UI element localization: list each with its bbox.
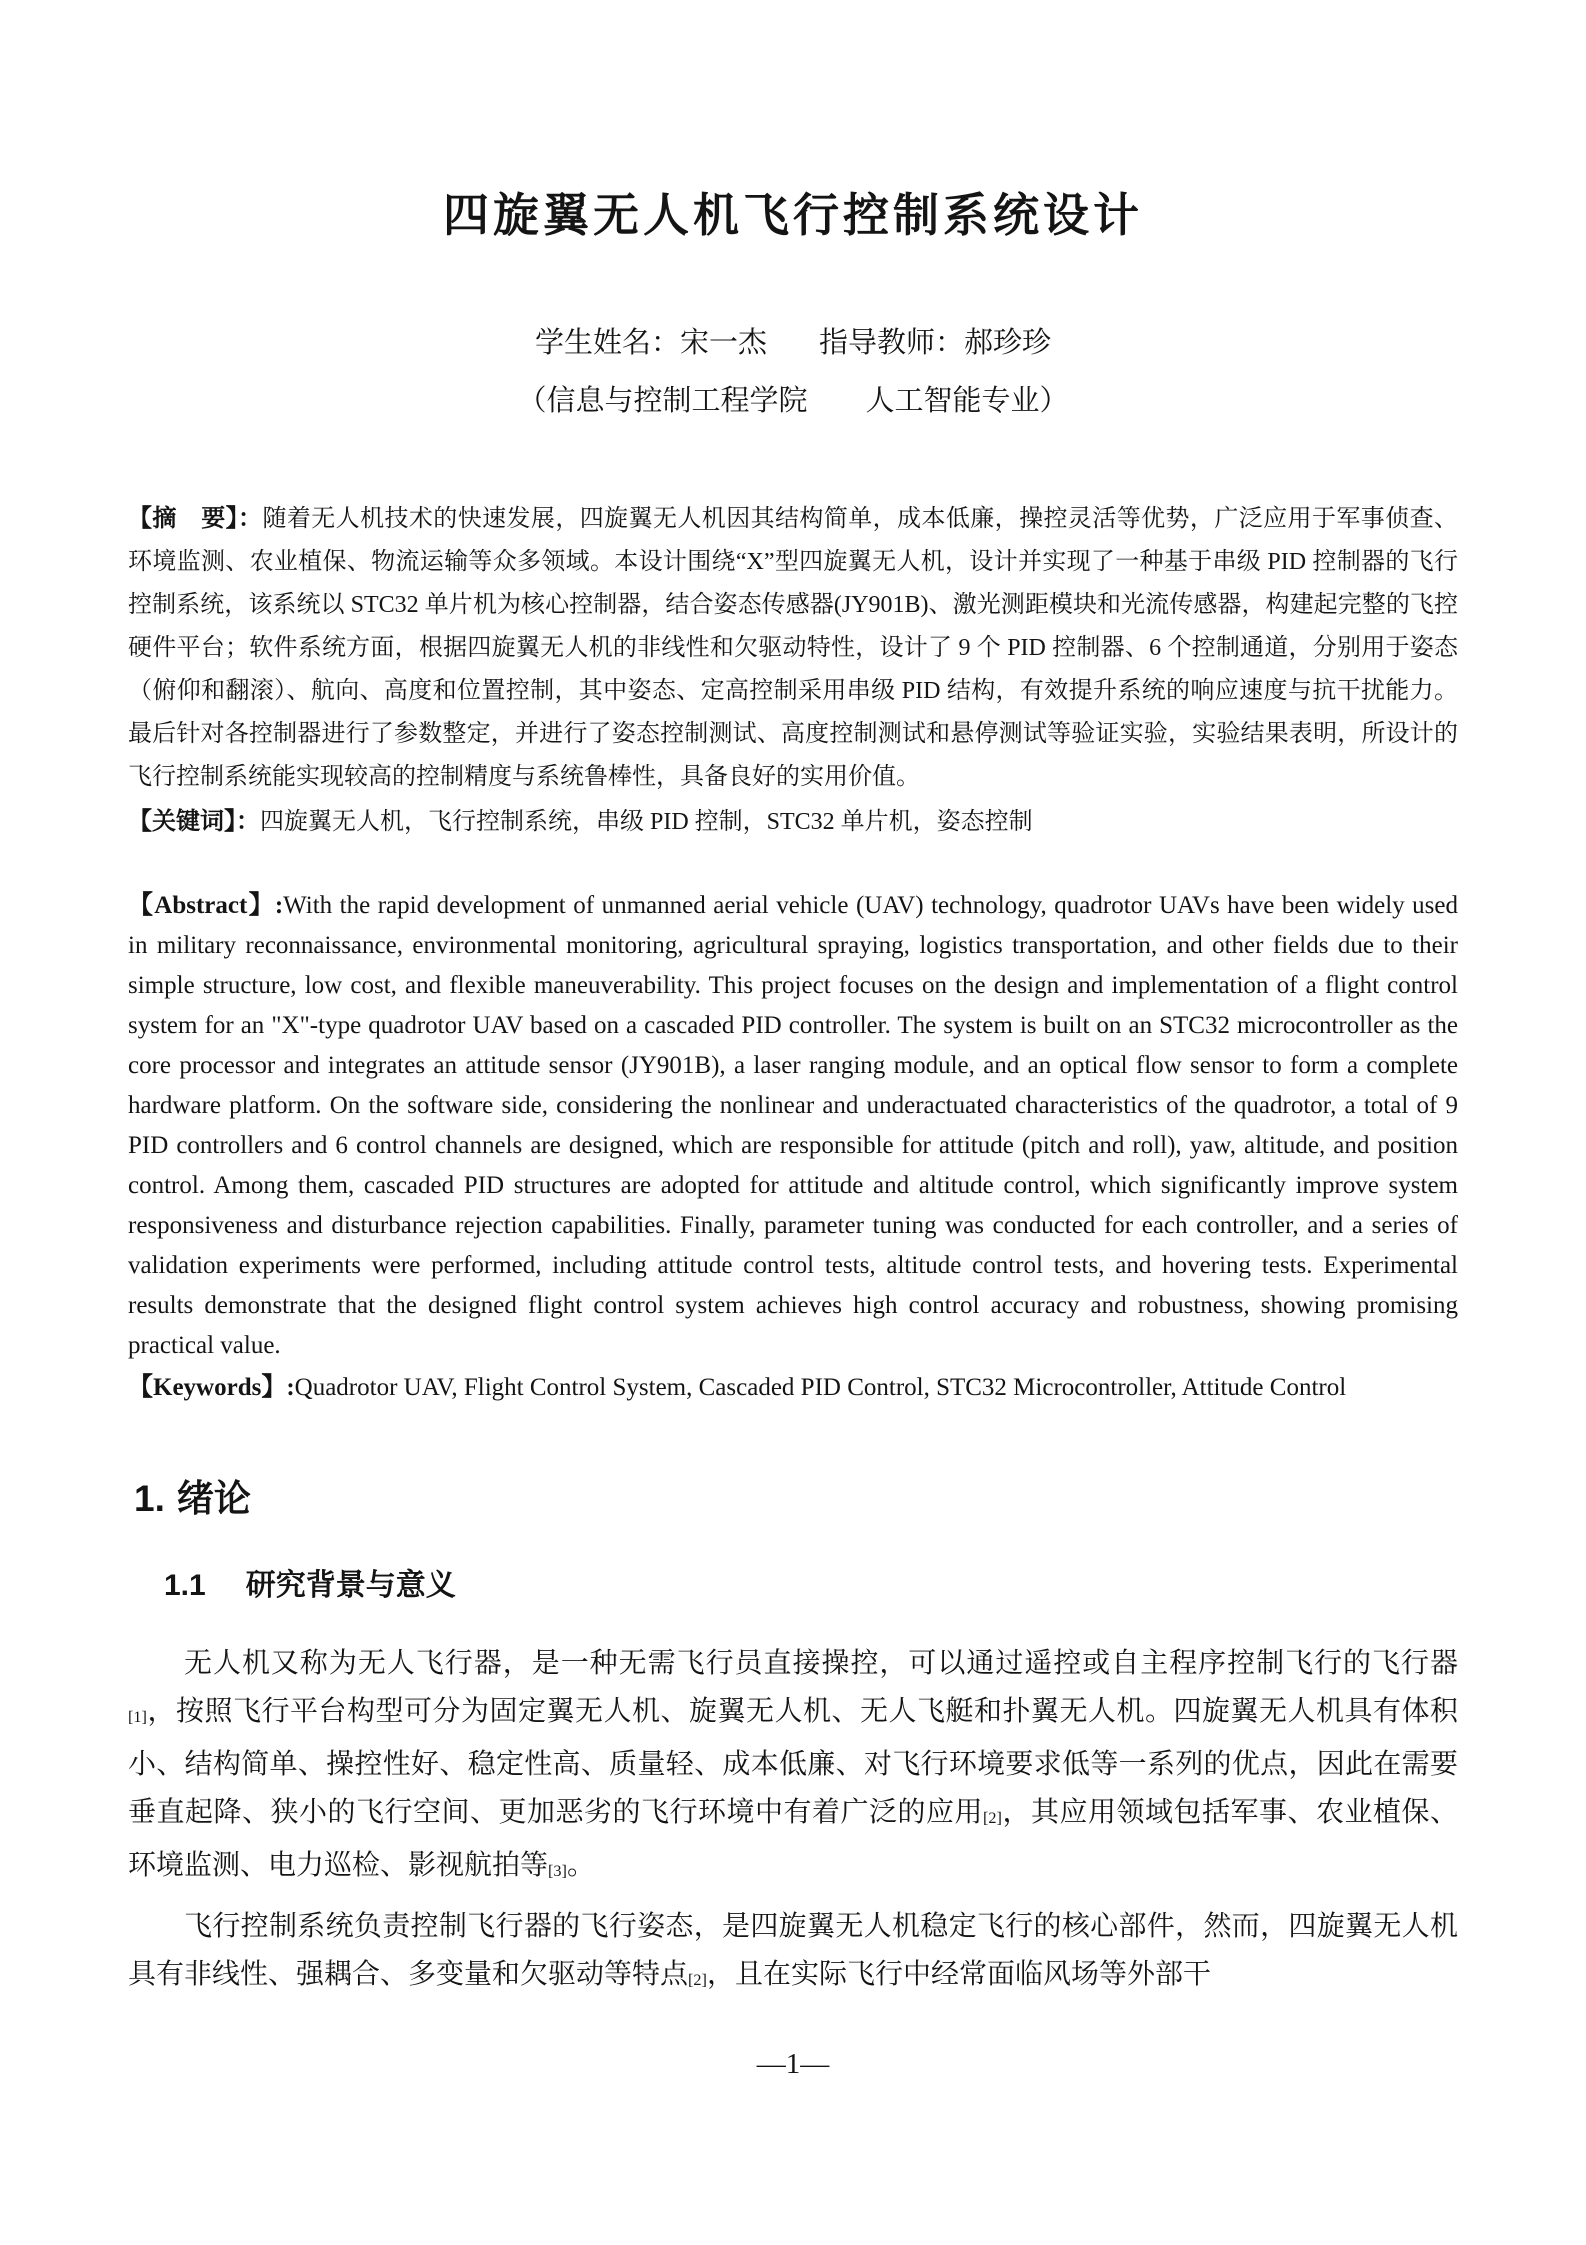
footnote-ref: [1] (128, 1707, 147, 1726)
section-title: 研究背景与意义 (245, 1569, 456, 1602)
section-number: 1.1 (164, 1569, 206, 1602)
keywords-en-label: 【Keywords】: (128, 1374, 295, 1401)
keywords-en (128, 1368, 1458, 1408)
abstract-zh-text: 随着无人机技术的快速发展，四旋翼无人机因其结构简单，成本低廉，操控灵活等优势，广泛应用于军事侦查、环境监测、农业植保、物流运输等众多领域。本设计围绕“X”型四旋翼无人机，设计并实现了一种基于串级 PID 控制器的飞行控制系统，该系统以 STC32 单片机为核心控制器，结合姿态传感器(JY901B)、激光测距模块和光流传感器，构建起完整的飞控硬件平台；软件系统方面，根据四旋翼无人机的非线性和欠驱动特性，设计了 9 个 PID 控制器、6 个控制通道，分别用于姿态（俯仰和翻滚）、航向、高度和位置控制，其中姿态、定高控制采用串级 PID 结构，有效提升系统的响应速度与抗干扰能力。最后针对各控制器进行了参数整定，并进行了姿态控制测试、高度控制测试和悬停测试等验证实验，实验结果表明，所设计的飞行控制系统能实现较高的控制精度与系统鲁棒性，具备良好的实用价值。 (128, 506, 1459, 790)
abstract-en (128, 886, 1458, 1366)
abstract-en-text: With the rapid development of unmanned aerial vehicle (UAV) technology, quadrotor UAVs have been widely used in military reconnaissance, environmental monitoring, agricultural spraying, logistics transportation, and other fields due to their simple structure, low cost, and flexible maneuverability. This project focuses on the design and implementation of a flight control system for an "X"-type quadrotor UAV based on a cascaded PID controller. The system is built on an STC32 microcontroller as the core processor and integrates an attitude sensor (JY901B), a laser ranging module, and an optical flow sensor to form a complete hardware platform. On the software side, considering the nonlinear and underactuated characteristics of the quadrotor, a total of 9 PID controllers and 6 control channels are designed, which are responsible for attitude (pitch and roll), yaw, altitude, and position control. Among them, cascaded PID structures are adopted for attitude and altitude control, which significantly improve system responsiveness and disturbance rejection capabilities. Finally, parameter tuning was conducted for each controller, and a series of validation experiments were performed, including attitude control tests, altitude control tests, and hovering tests. Experimental results demonstrate that the designed flight control system achieves high control accuracy and robustness, showing promising practical value. (128, 892, 1458, 1359)
footnote-ref: [2] (983, 1808, 1002, 1827)
byline (128, 324, 1458, 362)
affiliation: （信息与控制工程学院 人工智能专业） (517, 385, 1069, 417)
intro-paragraph-2: 飞行控制系统负责控制飞行器的飞行姿态，是四旋翼无人机稳定飞行的核心部件，然而，四旋翼无人机具有非线性、强耦合、多变量和欠驱动等特点[2]，且在实际飞行中经常面临风场等外部干 (128, 1910, 1458, 1990)
abstract-en-label: 【Abstract】: (128, 892, 284, 919)
section-heading (164, 1566, 1458, 1606)
keywords-zh-label: 【关键词】： (128, 809, 260, 835)
abstract-zh-label: 【摘 要】： (128, 506, 263, 532)
page-number: —1— (756, 2048, 830, 2080)
intro-paragraph-1: 无人机又称为无人飞行器，是一种无需飞行员直接操控，可以通过遥控或自主程序控制飞行的飞行器[1]，按照飞行平台构型可分为固定翼无人机、旋翼无人机、无人飞艇和扑翼无人机。四旋翼无人机具有体积小、结构简单、操控性好、稳定性高、质量轻、成本低廉、对飞行环境要求低等一系列的优点，因此在需要垂直起降、狭小的飞行空间、更加恶劣的飞行环境中有着广泛的应用[2]，其应用领域包括军事、农业植保、环境监测、电力巡检、影视航拍等[3]。 (128, 1648, 1458, 1881)
footnote-ref: [2] (688, 1970, 707, 1989)
advisor-name: 指导教师：郝珍珍 (819, 327, 1052, 359)
page-title: 四旋翼无人机飞行控制系统设计 (443, 189, 1143, 241)
chapter-title: 绪论 (176, 1478, 251, 1519)
abstract-zh (128, 498, 1458, 799)
chapter-heading (134, 1476, 1458, 1522)
keywords-zh-text: 四旋翼无人机，飞行控制系统，串级 PID 控制，STC32 单片机，姿态控制 (260, 809, 1033, 835)
student-name: 学生姓名：宋一杰 (534, 327, 767, 359)
keywords-zh (128, 801, 1458, 844)
keywords-en-text: Quadrotor UAV, Flight Control System, Cascaded PID Control, STC32 Microcontroller, Attitude Control (294, 1374, 1347, 1401)
chapter-number: 1. (134, 1478, 165, 1519)
footnote-ref: [3] (548, 1861, 567, 1880)
